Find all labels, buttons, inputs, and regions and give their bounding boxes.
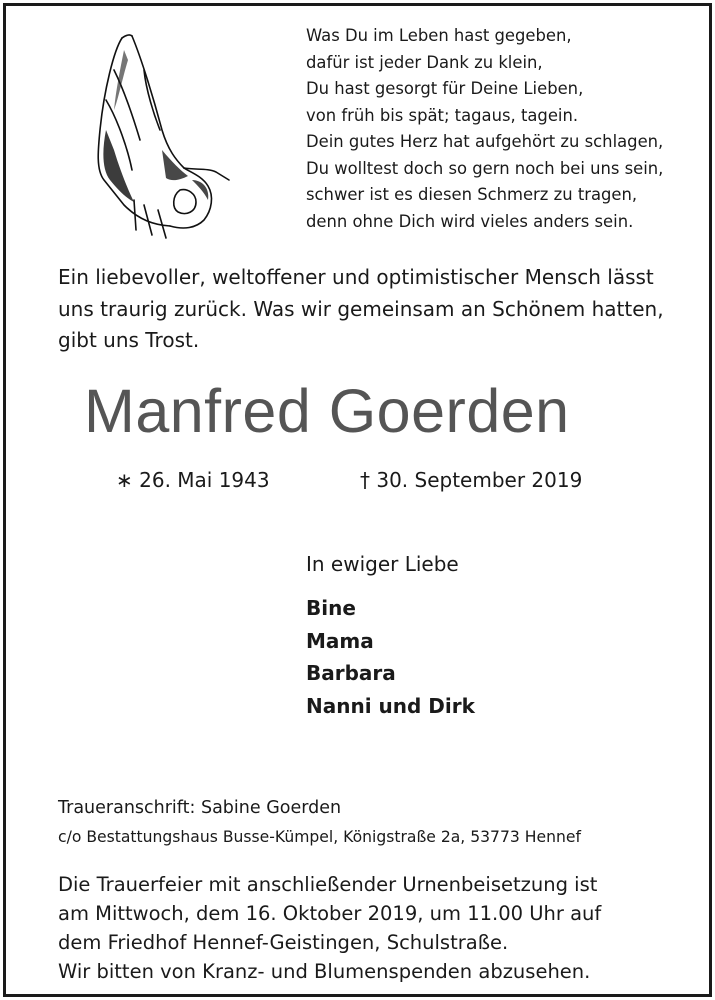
mourner-name: Mama [306, 628, 374, 653]
mourner-name: Barbara [306, 661, 396, 686]
mourning-address-title: Traueranschrift: Sabine Goerden [58, 798, 342, 818]
funeral-line: Wir bitten von Kranz- und Blumenspenden abzusehen. [58, 960, 591, 983]
poem-line: Du wolltest doch so gern noch bei uns sein, [306, 158, 664, 178]
mourner-name: Nanni und Dirk [306, 694, 475, 719]
poem-line: dafür ist jeder Dank zu klein, [306, 52, 543, 72]
poem-line: denn ohne Dich wird vieles anders sein. [306, 211, 634, 231]
funeral-line: dem Friedhof Hennef-Geistingen, Schulstraße. [58, 931, 509, 954]
funeral-info [58, 870, 601, 986]
intro-line: Ein liebevoller, weltoffener und optimistischer Mensch lässt [58, 265, 654, 289]
funeral-line: am Mittwoch, dem 16. Oktober 2019, um 11.00 Uhr auf [58, 902, 602, 925]
poem-line: Du hast gesorgt für Deine Lieben, [306, 79, 584, 98]
mourning-address: c/o Bestattungshaus Busse-Kümpel, Königstraße 2a, 53773 Hennef [58, 828, 581, 846]
poem [306, 23, 663, 235]
mourner-name: Bine [306, 596, 356, 620]
birth-date: ∗ 26. Mai 1943 [116, 468, 270, 492]
intro-line: gibt uns Trost. [58, 328, 200, 352]
death-date: † 30. September 2019 [360, 468, 583, 492]
praying-hands-icon [84, 30, 232, 240]
mourner-list [306, 592, 475, 723]
life-dates [116, 466, 582, 494]
deceased-name: Manfred Goerden [84, 377, 570, 445]
poem-line: schwer ist es diesen Schmerz zu tragen, [306, 185, 638, 204]
intro-line: uns traurig zurück. Was wir gemeinsam an Schönem hatten, [58, 296, 664, 321]
intro-text [58, 262, 664, 357]
mourning-phrase: In ewiger Liebe [306, 552, 459, 576]
obituary-frame [3, 3, 712, 997]
poem-line: Dein gutes Herz hat aufgehört zu schlagen, [306, 132, 664, 151]
poem-line: Was Du im Leben hast gegeben, [306, 26, 572, 45]
funeral-line: Die Trauerfeier mit anschließender Urnenbeisetzung ist [58, 873, 598, 896]
poem-line: von früh bis spät; tagaus, tagein. [306, 105, 579, 125]
